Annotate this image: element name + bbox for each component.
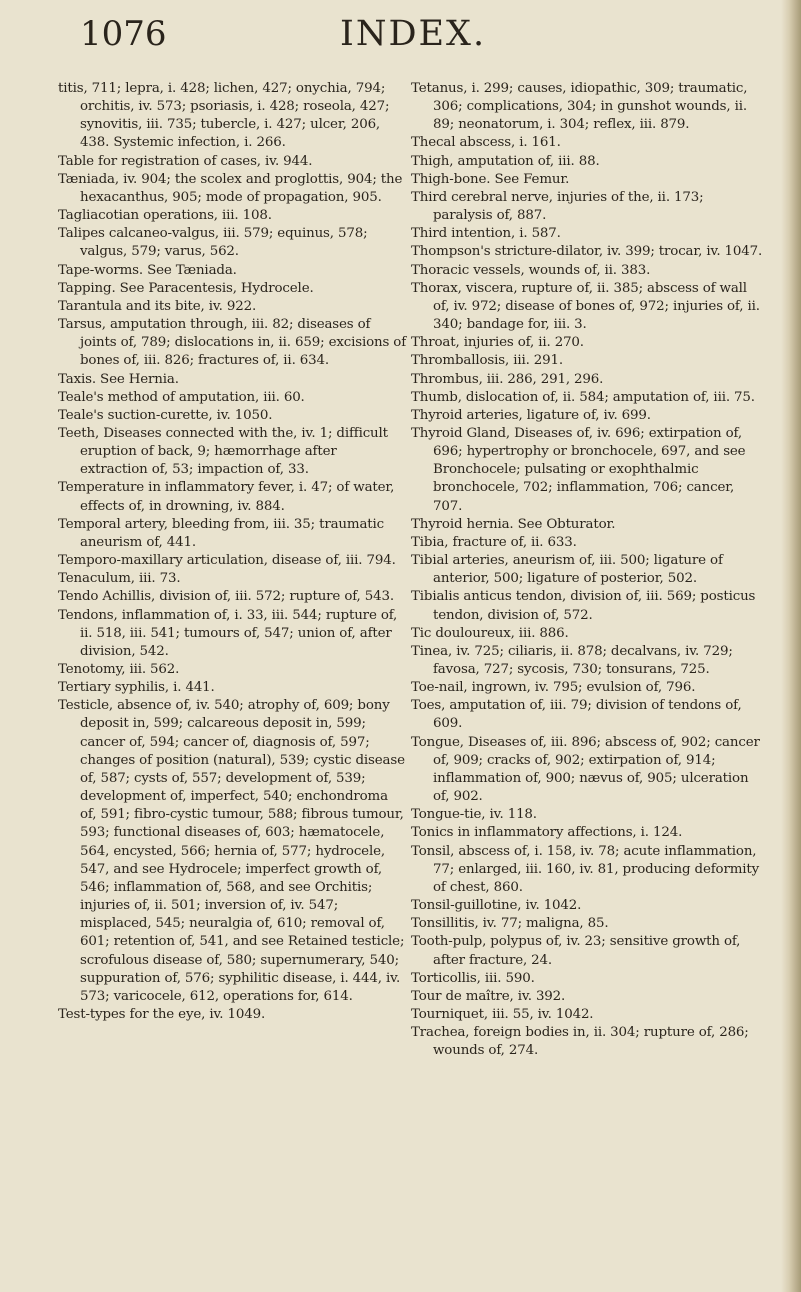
index-entry: Tonsil, abscess of, i. 158, iv. 78; acute inflammation, 77; enlarged, iii. 160, iv. 81, producing deformity of chest, 860.: [411, 843, 760, 895]
index-entry: Tonics in inflammatory affections, i. 124.: [411, 825, 683, 841]
index-entry: Torticollis, iii. 590.: [411, 970, 535, 986]
index-entry: Tarsus, amputation through, iii. 82; diseases of joints of, 789; dislocations in, ii. 659; excisions of bones of, iii. 826; fractures of, ii. 634.: [58, 317, 407, 369]
index-entry: Thecal abscess, i. 161.: [411, 135, 561, 151]
index-entry: Tongue, Diseases of, iii. 896; abscess of, 902; cancer of, 909; cracks of, 902; extirpation of, 914; inflammation of, 900; nævus of, 905; ulceration of, 902.: [411, 734, 760, 805]
index-entry: Tarantula and its bite, iv. 922.: [58, 298, 257, 314]
index-entry: Tetanus, i. 299; causes, idiopathic, 309; traumatic, 306; complications, 304; in gunshot wounds, ii. 89; neonatorum, i. 304; reflex, iii. 879.: [411, 81, 748, 133]
index-entry: Temporo-maxillary articulation, disease of, iii. 794.: [58, 553, 396, 569]
index-entry: Tic douloureux, iii. 886.: [411, 625, 569, 641]
index-column-right: [411, 80, 763, 1060]
index-entry: Tonsillitis, iv. 77; maligna, 85.: [411, 916, 609, 932]
index-entry: Tinea, iv. 725; ciliaris, ii. 878; decalvans, iv. 729; favosa, 727; sycosis, 730; tonsurans, 725.: [411, 643, 733, 677]
page-number: 1076: [80, 14, 167, 54]
index-entry: Tendons, inflammation of, i. 33, iii. 544; rupture of, ii. 518, iii. 541; tumours of, 547; union of, after division, 542.: [58, 607, 398, 659]
index-entry: Tagliacotian operations, iii. 108.: [58, 208, 272, 224]
index-entry: Third cerebral nerve, injuries of the, ii. 173; paralysis of, 887.: [411, 189, 704, 224]
index-entry: Tenaculum, iii. 73.: [58, 571, 181, 587]
index-entry: Teale's suction-curette, iv. 1050.: [58, 407, 273, 423]
page-edge-shadow: [781, 0, 801, 1292]
index-entry: Tour de maître, iv. 392.: [411, 988, 566, 1004]
index-entry: Thompson's stricture-dilator, iv. 399; trocar, iv. 1047.: [411, 244, 763, 260]
index-entry: Thyroid Gland, Diseases of, iv. 696; extirpation of, 696; hypertrophy or bronchocele, 697, and see Bronchocele; pulsating or exophthalmic bronchocele, 702; inflammation, 706; cancer, 707.: [411, 425, 746, 514]
index-entry: Thigh-bone. See Femur.: [411, 171, 570, 187]
page-title: INDEX.: [340, 14, 487, 54]
index-entry: Thromballosis, iii. 291.: [411, 353, 564, 369]
index-entry: Table for registration of cases, iv. 944.: [58, 153, 313, 169]
index-entry: titis, 711; lepra, i. 428; lichen, 427; onychia, 794; orchitis, iv. 573; psoriasis, i. 428; roseola, 427; synovitis, iii. 735; tubercle, i. 427; ulcer, 206, 438. Systemic infection, i. 266.: [58, 81, 390, 151]
index-entry: Third intention, i. 587.: [411, 226, 561, 242]
index-entry: Thigh, amputation of, iii. 88.: [411, 153, 600, 169]
index-entry: Tibial arteries, aneurism of, iii. 500; ligature of anterior, 500; ligature of posterior, 502.: [411, 553, 723, 587]
index-entry: Thoracic vessels, wounds of, ii. 383.: [411, 262, 651, 278]
index-entry: Thyroid hernia. See Obturator.: [411, 516, 616, 532]
index-entry: Tongue-tie, iv. 118.: [411, 807, 537, 823]
index-entry: Tapping. See Paracentesis, Hydrocele.: [58, 280, 314, 296]
index-column-left: [58, 80, 408, 1024]
index-entry: Toes, amputation of, iii. 79; division of tendons of, 609.: [411, 698, 742, 732]
index-entry: Tibialis anticus tendon, division of, iii. 569; posticus tendon, division of, 572.: [411, 589, 756, 623]
index-entry: Temperature in inflammatory fever, i. 47; of water, effects of, in drowning, iv. 884.: [58, 480, 395, 514]
index-entry: Tibia, fracture of, ii. 633.: [411, 534, 577, 550]
index-entry: Tonsil-guillotine, iv. 1042.: [411, 898, 582, 914]
index-entry: Thrombus, iii. 286, 291, 296.: [411, 371, 604, 387]
index-entry: Tendo Achillis, division of, iii. 572; rupture of, 543.: [58, 589, 394, 605]
index-entry: Temporal artery, bleeding from, iii. 35; traumatic aneurism of, 441.: [58, 516, 385, 550]
index-entry: Throat, injuries of, ii. 270.: [411, 335, 584, 351]
index-entry: Test-types for the eye, iv. 1049.: [58, 1006, 266, 1022]
index-entry: Tertiary syphilis, i. 441.: [58, 680, 215, 696]
index-entry: Tourniquet, iii. 55, iv. 1042.: [411, 1006, 594, 1022]
page-header: [0, 6, 801, 66]
index-entry: Trachea, foreign bodies in, ii. 304; rupture of, 286; wounds of, 274.: [411, 1025, 749, 1059]
index-entry: Toe-nail, ingrown, iv. 795; evulsion of, 796.: [411, 680, 696, 696]
index-entry: Testicle, absence of, iv. 540; atrophy of, 609; bony deposit in, 599; calcareous deposit in, 599; cancer of, 594; cancer of, diagnosis of, 597; changes of position (natural), 539; cystic disease of, 587; cysts of, 557; development of, 539; development of, imperfect, 540; enchondroma of, 591; fibro-cystic tumour, 588; fibrous tumour, 593; functional diseases of, 603; hæmatocele, 564, encysted, 566; hernia of, 577; hydrocele, 547, and see Hydrocele; imperfect growth of, 546; inflammation of, 568, and see Orchitis; injuries of, ii. 501; inversion of, iv. 547; misplaced, 545; neuralgia of, 610; removal of, 601; retention of, 541, and see Retained testicle; scrofulous disease of, 580; supernumerary, 540; suppuration of, 576; syphilitic disease, i. 444, iv. 573; varicocele, 612, operations for, 614.: [58, 698, 405, 1004]
index-entry: Thyroid arteries, ligature of, iv. 699.: [411, 407, 651, 423]
index-entry: Thorax, viscera, rupture of, ii. 385; abscess of wall of, iv. 972; disease of bones of, 972; injuries of, ii. 340; bandage for, iii. 3.: [411, 280, 760, 333]
index-entry: Tooth-pulp, polypus of, iv. 23; sensitive growth of, after fracture, 24.: [411, 934, 741, 968]
index-entry: Thumb, dislocation of, ii. 584; amputation of, iii. 75.: [411, 389, 755, 405]
index-entry: Teeth, Diseases connected with the, iv. 1; difficult eruption of back, 9; hæmorrhage after extraction of, 53; impaction of, 33.: [58, 425, 388, 478]
index-entry: Teale's method of amputation, iii. 60.: [58, 389, 305, 405]
index-entry: Tæniada, iv. 904; the scolex and proglottis, 904; the hexacanthus, 905; mode of propagation, 905.: [58, 171, 403, 205]
index-entry: Tenotomy, iii. 562.: [58, 662, 180, 677]
index-entry: Taxis. See Hernia.: [58, 371, 179, 387]
index-entry: Talipes calcaneo-valgus, iii. 579; equinus, 578; valgus, 579; varus, 562.: [58, 226, 368, 260]
index-entry: Tape-worms. See Tæniada.: [58, 262, 237, 278]
